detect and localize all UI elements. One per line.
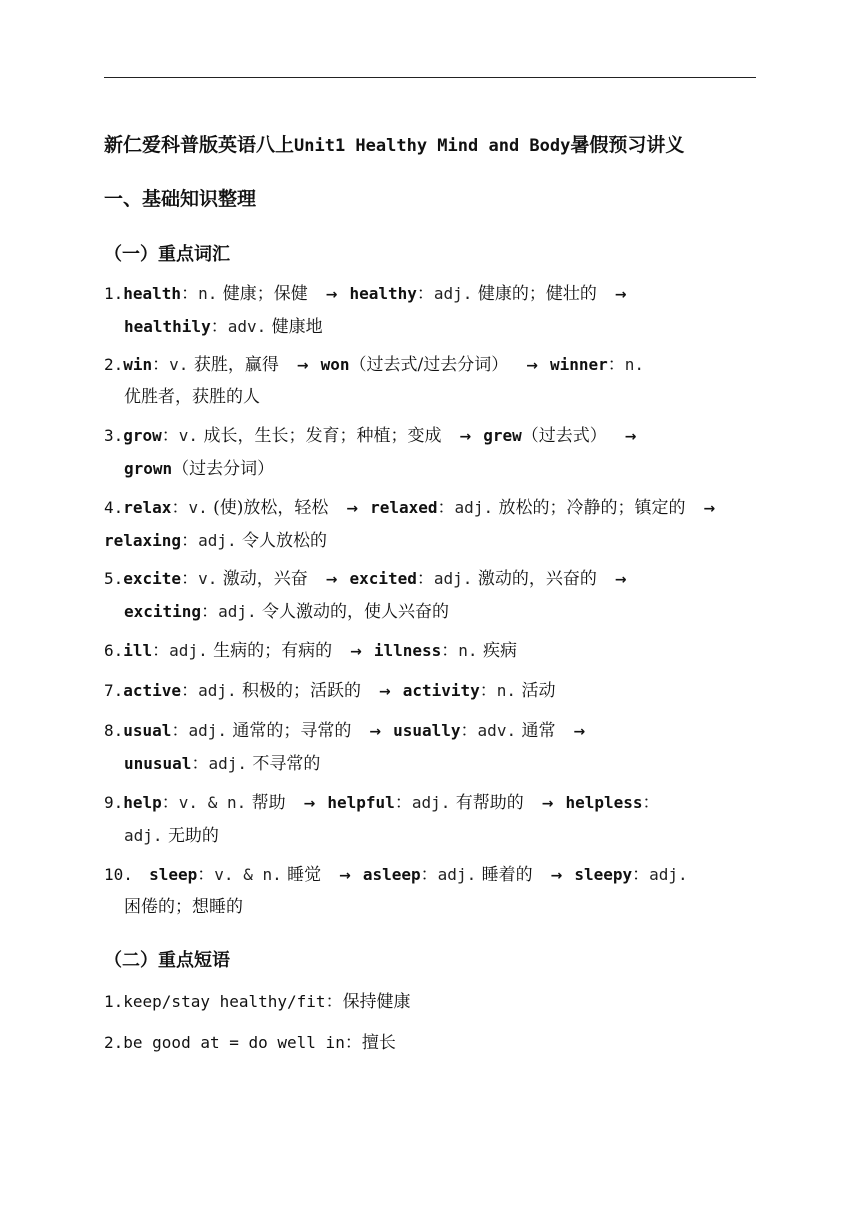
arrow-icon: → (573, 724, 586, 740)
arrow-icon: → (369, 724, 382, 740)
vocab-item: 2.win：v. 获胜，赢得 → won（过去式/过去分词） → winner：n. 优胜者，获胜的人 (104, 349, 764, 413)
phrase-item: 2.be good at = do well in：擅长 (104, 1033, 396, 1053)
header-rule (104, 77, 756, 78)
phrase-item: 1.keep/stay healthy/fit：保持健康 (104, 992, 411, 1012)
vocab-item: 5.excite：v. 激动，兴奋 → excited：adj. 激动的，兴奋的 → exciting：adj. 令人激动的，使人兴奋的 (104, 563, 764, 628)
vocab-item: 6.ill：adj. 生病的；有病的 → illness：n. 疾病 (104, 635, 764, 668)
vocab-item: 7.active：adj. 积极的；活跃的 → activity：n. 活动 (104, 675, 764, 708)
arrow-icon: → (614, 287, 627, 303)
arrow-icon: → (296, 358, 309, 374)
vocab-item: 4.relax：v. (使)放松，轻松 → relaxed：adj. 放松的；冷静的；镇定的 →relaxing：adj. 令人放松的 (104, 492, 764, 557)
arrow-icon: → (459, 429, 472, 445)
document-title: 新仁爱科普版英语八上Unit1 Healthy Mind and Body暑假预习讲义 (104, 134, 685, 156)
arrow-icon: → (624, 429, 637, 445)
arrow-icon: → (325, 287, 338, 303)
subsection-phrases-heading: （二）重点短语 (104, 950, 230, 971)
vocab-item: 9.help：v. & n. 帮助 → helpful：adj. 有帮助的 → helpless： adj. 无助的 (104, 787, 764, 852)
vocab-item: 3.grow：v. 成长，生长；发育；种植；变成 → grew（过去式） → grown（过去分词） (104, 420, 764, 485)
arrow-icon: → (541, 796, 554, 812)
arrow-icon: → (526, 358, 538, 374)
arrow-icon: → (346, 501, 359, 517)
vocab-item: 8.usual：adj. 通常的；寻常的 → usually：adv. 通常 → unusual：adj. 不寻常的 (104, 715, 764, 780)
vocab-item: 10. sleep：v. & n. 睡觉 → asleep：adj. 睡着的 → sleepy：adj. 困倦的；想睡的 (104, 859, 764, 923)
arrow-icon: → (379, 684, 391, 700)
subsection-vocab-heading: （一）重点词汇 (104, 244, 230, 265)
arrow-icon: → (614, 572, 627, 588)
arrow-icon: → (339, 868, 351, 884)
arrow-icon: → (303, 796, 316, 812)
arrow-icon: → (350, 644, 362, 660)
arrow-icon: → (703, 501, 716, 517)
arrow-icon: → (550, 868, 563, 884)
vocab-item: 1.health：n. 健康；保健 → healthy：adj. 健康的；健壮的 → healthily：adv. 健康地 (104, 278, 764, 343)
arrow-icon: → (325, 572, 338, 588)
section-heading: 一、基础知识整理 (104, 188, 257, 210)
